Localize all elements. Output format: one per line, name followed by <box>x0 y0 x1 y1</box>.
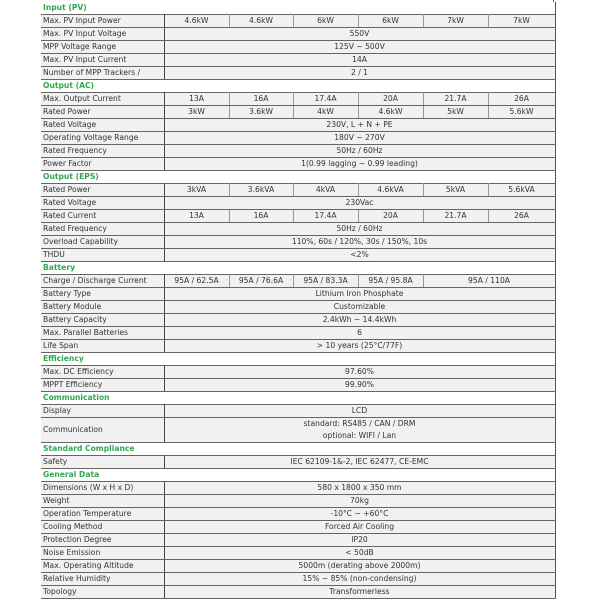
section-header <box>41 262 555 275</box>
spec-value: 6kW <box>293 15 358 28</box>
spec-value: 230V, L + N + PE <box>164 119 555 132</box>
spec-row <box>41 379 555 392</box>
spec-row <box>41 158 555 171</box>
spec-value: 20A <box>358 93 423 106</box>
section-title: Standard Compliance <box>41 443 555 456</box>
spec-label: Max. PV Input Current <box>41 54 164 67</box>
spec-row <box>41 405 555 418</box>
spec-row <box>41 28 555 41</box>
spec-value: IEC 62109-1&-2, IEC 62477, CE-EMC <box>164 456 555 469</box>
spec-row <box>41 456 555 469</box>
spec-value: LCD <box>164 405 555 418</box>
spec-value: 4kVA <box>293 184 358 197</box>
spec-value: 6 <box>164 327 555 340</box>
spec-value: 95A / 95.8A <box>358 275 423 288</box>
spec-value: 5.6kW <box>488 106 555 119</box>
spec-value-line: standard: RS485 / CAN / DRM <box>303 419 416 428</box>
section-title: Battery <box>41 262 555 275</box>
spec-row <box>41 132 555 145</box>
spec-row <box>41 106 555 119</box>
spec-value: 95A / 62.5A <box>164 275 229 288</box>
spec-value: 50Hz / 60Hz <box>164 145 555 158</box>
spec-value: 4.6kW <box>358 106 423 119</box>
spec-label: Operating Voltage Range <box>41 132 164 145</box>
spec-label: Safety <box>41 456 164 469</box>
spec-row <box>41 340 555 353</box>
spec-label: Number of MPP Trackers / <box>41 67 164 80</box>
spec-label: Max. Parallel Batteries <box>41 327 164 340</box>
section-title: Efficiency <box>41 353 555 366</box>
spec-row <box>41 495 555 508</box>
section-header <box>41 353 555 366</box>
spec-label: Life Span <box>41 340 164 353</box>
spec-label: Noise Emission <box>41 547 164 560</box>
spec-value: 4kW <box>293 106 358 119</box>
spec-label: Rated Power <box>41 184 164 197</box>
section-header <box>41 80 555 93</box>
spec-value: Customizable <box>164 301 555 314</box>
spec-label: Rated Current <box>41 210 164 223</box>
section-header <box>41 2 555 15</box>
spec-value: 230Vac <box>164 197 555 210</box>
section-header <box>41 469 555 482</box>
spec-value: 95A / 110A <box>423 275 555 288</box>
spec-label: Rated Frequency <box>41 223 164 236</box>
spec-value: 16A <box>229 93 293 106</box>
spec-row <box>41 301 555 314</box>
spec-row <box>41 15 555 28</box>
spec-row <box>41 210 555 223</box>
spec-row <box>41 288 555 301</box>
spec-row <box>41 236 555 249</box>
spec-row <box>41 560 555 573</box>
spec-label: Max. Output Current <box>41 93 164 106</box>
spec-row <box>41 93 555 106</box>
spec-value: 15% ~ 85% (non-condensing) <box>164 573 555 586</box>
spec-label: Battery Module <box>41 301 164 314</box>
spec-row <box>41 521 555 534</box>
spec-value: 97.60% <box>164 366 555 379</box>
section-title: Output (EPS) <box>41 171 555 184</box>
section-title: General Data <box>41 469 555 482</box>
spec-row <box>41 184 555 197</box>
spec-value: 70kg <box>164 495 555 508</box>
section-header <box>41 392 555 405</box>
spec-value: > 10 years (25°C/77F) <box>164 340 555 353</box>
spec-row <box>41 586 555 599</box>
spec-value: 17.4A <box>293 93 358 106</box>
spec-label: THDU <box>41 249 164 262</box>
section-title: Output (AC) <box>41 80 555 93</box>
spec-value: 95A / 76.6A <box>229 275 293 288</box>
spec-value: Forced Air Cooling <box>164 521 555 534</box>
spec-row <box>41 145 555 158</box>
spec-row <box>41 482 555 495</box>
spec-value: 26A <box>488 210 555 223</box>
spec-value: -10°C ~ +60°C <box>164 508 555 521</box>
spec-label: Dimensions (W x H x D) <box>41 482 164 495</box>
spec-label: Battery Capacity <box>41 314 164 327</box>
spec-value: 7kW <box>423 15 488 28</box>
spec-value <box>164 418 555 443</box>
spec-value: 6kW <box>358 15 423 28</box>
section-header <box>41 443 555 456</box>
spec-label: Max. Operating Altitude <box>41 560 164 573</box>
spec-value: 21.7A <box>423 93 488 106</box>
spec-value: 5kVA <box>423 184 488 197</box>
spec-label: Overload Capability <box>41 236 164 249</box>
section-title: Input (PV) <box>41 2 555 15</box>
spec-label: Battery Type <box>41 288 164 301</box>
spec-row <box>41 327 555 340</box>
spec-label: Display <box>41 405 164 418</box>
section-title: Communication <box>41 392 555 405</box>
spec-value: 2.4kWh ~ 14.4kWh <box>164 314 555 327</box>
spec-label: Max. PV Input Voltage <box>41 28 164 41</box>
spec-row <box>41 67 555 80</box>
spec-value: 99.90% <box>164 379 555 392</box>
spec-value: 3.6kVA <box>229 184 293 197</box>
spec-value: 14A <box>164 54 555 67</box>
spec-label: Power Factor <box>41 158 164 171</box>
spec-value: 3kW <box>164 106 229 119</box>
spec-value: 3.6kW <box>229 106 293 119</box>
spec-label: Communication <box>41 418 164 443</box>
spec-value: 26A <box>488 93 555 106</box>
spec-row <box>41 573 555 586</box>
spec-label: MPP Voltage Range <box>41 41 164 54</box>
spec-value: 5.6kVA <box>488 184 555 197</box>
spec-value: 4.6kVA <box>358 184 423 197</box>
spec-label: Cooling Method <box>41 521 164 534</box>
spec-value: Transformerless <box>164 586 555 599</box>
spec-value: IP20 <box>164 534 555 547</box>
spec-value: 13A <box>164 93 229 106</box>
spec-label: Rated Voltage <box>41 119 164 132</box>
spec-row <box>41 275 555 288</box>
spec-value: 50Hz / 60Hz <box>164 223 555 236</box>
spec-label: Relative Humidity <box>41 573 164 586</box>
spec-row <box>41 223 555 236</box>
spec-row <box>41 547 555 560</box>
spec-row <box>41 534 555 547</box>
spec-row <box>41 54 555 67</box>
spec-value: < 50dB <box>164 547 555 560</box>
spec-label: Protection Degree <box>41 534 164 547</box>
spec-value: 180V ~ 270V <box>164 132 555 145</box>
spec-value: 110%, 60s / 120%, 30s / 150%, 10s <box>164 236 555 249</box>
spec-value: 13A <box>164 210 229 223</box>
spec-label: Max. PV Input Power <box>41 15 164 28</box>
spec-value: 550V <box>164 28 555 41</box>
spec-value: 580 x 1800 x 350 mm <box>164 482 555 495</box>
spec-value: 21.7A <box>423 210 488 223</box>
spec-label: Rated Frequency <box>41 145 164 158</box>
spec-table <box>41 2 556 599</box>
spec-value: 4.6kW <box>229 15 293 28</box>
spec-value: <2% <box>164 249 555 262</box>
spec-value: 1(0.99 lagging ~ 0.99 leading) <box>164 158 555 171</box>
spec-row <box>41 119 555 132</box>
spec-label: Rated Voltage <box>41 197 164 210</box>
spec-label: MPPT Efficiency <box>41 379 164 392</box>
spec-value: 5kW <box>423 106 488 119</box>
spec-value: 17.4A <box>293 210 358 223</box>
spec-label: Topology <box>41 586 164 599</box>
spec-label: Charge / Discharge Current <box>41 275 164 288</box>
spec-value: 5000m (derating above 2000m) <box>164 560 555 573</box>
spec-row <box>41 508 555 521</box>
spec-label: Operation Temperature <box>41 508 164 521</box>
spec-value: 3kVA <box>164 184 229 197</box>
spec-value: 20A <box>358 210 423 223</box>
spec-label: Max. DC Efficiency <box>41 366 164 379</box>
spec-label: Rated Power <box>41 106 164 119</box>
spec-value: Lithium Iron Phosphate <box>164 288 555 301</box>
spec-row <box>41 314 555 327</box>
spec-value: 2 / 1 <box>164 67 555 80</box>
spec-value: 95A / 83.3A <box>293 275 358 288</box>
spec-value: 125V ~ 500V <box>164 41 555 54</box>
spec-value: 4.6kW <box>164 15 229 28</box>
spec-row <box>41 41 555 54</box>
spec-row <box>41 418 555 443</box>
section-header <box>41 171 555 184</box>
spec-row <box>41 366 555 379</box>
spec-value: 16A <box>229 210 293 223</box>
spec-row <box>41 197 555 210</box>
spec-label: Weight <box>41 495 164 508</box>
spec-value: 7kW <box>488 15 555 28</box>
spec-row <box>41 249 555 262</box>
spec-value-line: optional: WIFI / Lan <box>322 431 397 440</box>
